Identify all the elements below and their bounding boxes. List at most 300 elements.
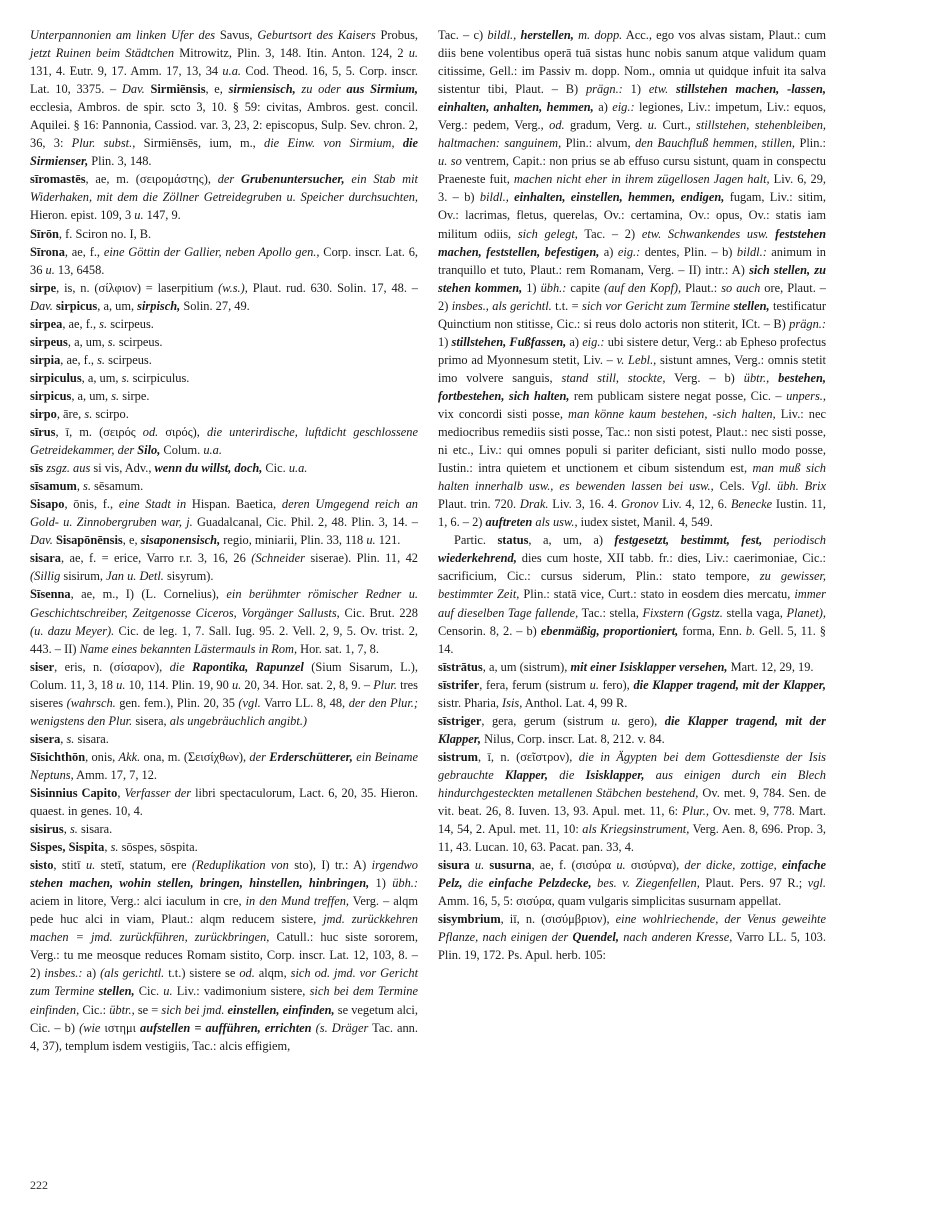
entry-text: Mart. 12, 29, 19. (727, 659, 814, 674)
lemma: sirpicus (30, 388, 72, 403)
translation: auftreten (485, 515, 533, 530)
entry-text: Plin. 3, 148. (88, 154, 152, 169)
entry-text: scirpiculus. (129, 370, 190, 385)
entry-text: stetī, statum, ere (95, 858, 192, 873)
italic-text: Dav. (121, 82, 145, 97)
entry-text: Catull.: huc siste sororem, Verg.: tu me meosque reduces Romam sistito, Corp. inscr. Lat. 12, 103, 8. – 2) (30, 930, 419, 981)
italic-text: übtr., (109, 1002, 135, 1017)
dictionary-entry (30, 838, 418, 856)
entry-text: gradum, Verg. (564, 118, 648, 133)
page-number: 222 (30, 1178, 48, 1192)
entry-text: Plin.: statā vice, Curt.: stato in eosdem dies mercatu, (519, 587, 795, 602)
entry-text: Tac. ann. 4, 37), templum isdem vestigiis, Tac.: alcis effigiem, (30, 1020, 418, 1053)
entry-text: Verg. – alqm pede huc alci in viam, Plaut.: alqm reducem sistere, (30, 894, 418, 927)
entry-text: 1) (622, 82, 649, 97)
italic-text: Planet), (786, 605, 827, 620)
entry-text (668, 82, 676, 96)
lemma: sisara (30, 551, 61, 566)
entry-text: Hieron. epist. 109, 3 (30, 208, 135, 223)
entry-text: tres siseres (30, 677, 419, 710)
entry-text: Savus, (215, 28, 258, 42)
entry-text: legiones, Liv.: impetum, Liv.: equos, Verg.: pedem, Verg., (438, 100, 826, 133)
entry-text: , ae, m. (σειρομάστης), (85, 172, 218, 187)
dictionary-entry (30, 387, 418, 405)
italic-text: s. (111, 388, 120, 403)
translation: stellen, (98, 984, 135, 999)
entry-text: a) (599, 244, 618, 259)
italic-text: (Sillig (30, 569, 61, 584)
entry-text: Plin.: (795, 136, 826, 151)
italic-text: in den Mund treffen, (245, 894, 349, 909)
entry-text: sistunt amnes, Verg.: omnis stetit imo volvere sanguis, (438, 352, 827, 385)
italic-text: jetzt Ruinen beim Städtchen (30, 46, 175, 61)
entry-text: , (60, 731, 67, 746)
lemma: sisura (438, 858, 470, 873)
entry-text: a) (566, 334, 583, 349)
lemma: sīstriger (438, 713, 482, 728)
entry-text: , āre, (56, 406, 85, 421)
italic-text: s. (107, 334, 116, 349)
italic-text: so auch (721, 280, 761, 295)
italic-text: die (559, 767, 575, 782)
italic-text: der dicke, zottige, (684, 858, 777, 873)
lemma: sisera (30, 731, 61, 746)
entry-text: Solin. 27, 49. (180, 298, 250, 313)
translation: mit einer Isisklapper versehen, (570, 659, 728, 674)
lemma: sirpiculus (30, 370, 82, 385)
translation: Erderschütterer, (269, 749, 353, 764)
translation: sisaponensisch, (140, 533, 221, 548)
italic-text: die (467, 876, 484, 891)
translation: einhalten, einstellen, hemmen, endigen, (514, 190, 725, 205)
italic-text: sich vor Gericht zum Termine (582, 298, 731, 313)
italic-text: übh.: (392, 876, 418, 891)
entry-text: Plaut. Pers. 97 R.; (699, 876, 808, 891)
entry-text: Cic. (262, 461, 289, 476)
italic-text: die Einw. von Sirmium, (264, 136, 395, 151)
italic-text: machen nicht eher in ihrem zügellosen Jagen halt, (513, 172, 770, 187)
entry-text: dies cum hoste, XII tabb. fr.: dies, Liv.: caerimoniae, Cic.: sacrificium, Cic.: cursus siderum, Plin.: stato tempore, (438, 551, 826, 584)
translation: die Klapper tragend, mit der Klapper, (438, 713, 826, 746)
italic-text: nach anderen Kresse, (623, 930, 733, 945)
entry-text: Tac. – 2) (577, 226, 642, 241)
italic-text: übtr., (743, 370, 770, 385)
entry-text: Plin.: alvum, (561, 136, 636, 151)
entry-text: forma, Enn. (678, 623, 746, 638)
translation: Klapper, (504, 767, 548, 782)
entry-text: sistr. Pharia, (438, 695, 503, 710)
entry-text: Liv.: nec mediocribus remediis sisti posse, Tac.: non sisti potest, Plaut.: nec sisti posse, ni etc., Liv.: qui omnes populi si pariter deficiant, sisti nullo modo posse, Iustin.: intra quietem et unctionem et cibum sistendum est, (438, 406, 826, 476)
dictionary-entry (30, 369, 418, 387)
entry-text: Ov. met. 9, 784. Sen. de vit. beat. 26, 8. Iuven. 13, 93. Apul. met. 11, 6: (438, 785, 826, 819)
entry-text: Verg. Aen. 8, 696. Prop. 3, 11, 43. Lucan. 10, 63. Pacat. pan. 33, 4. (438, 822, 826, 855)
dictionary-entry (30, 423, 418, 459)
italic-text: Gronov (620, 497, 659, 512)
italic-text: u. (231, 677, 242, 692)
dictionary-entry (30, 784, 418, 820)
entry-text: sto), I) tr.: A) (288, 858, 372, 873)
italic-text: sich od. jmd. vor Gericht zum Termine (30, 966, 419, 999)
lemma: susurna (489, 858, 532, 873)
entry-text: Varro LL. 8, 48, (260, 695, 349, 710)
entry-text: sisara. (74, 731, 109, 746)
italic-text: als usw., (535, 515, 578, 530)
lemma: sirpeus (30, 334, 68, 349)
entry-text: , ae, f. (σισύρα (531, 858, 617, 873)
entry-text (574, 768, 585, 782)
translation: stillstehen machen, -lassen, einhalten, anhalten, hemmen, (438, 82, 826, 115)
dictionary-entry (30, 748, 418, 784)
entry-text: Tac. – c) (438, 28, 488, 42)
lemma: Sirmiēnsis (150, 82, 206, 97)
entry-text: Acc., ego vos alvas sistam, Plaut.: cum diis bene volentibus operā tuā sistas hunc nobis sanum atque validum quam citissime, Gell.: im Passiv m. dopp. Nom., omnia ut quidque infuit ita salva sistentur tibi, Plaut. – B) (438, 28, 826, 97)
entry-text: , (104, 840, 111, 855)
italic-text: u. (589, 677, 599, 692)
entry-text: sōspes, sōspita. (118, 840, 198, 855)
lemma: Sisapo (30, 497, 65, 512)
italic-text: u. (616, 858, 626, 873)
italic-text: u. (366, 533, 376, 548)
entry-text: Hor. sat. 1, 7, 8. (297, 641, 379, 656)
dictionary-entry (30, 170, 418, 224)
italic-text: bildl.: (736, 244, 767, 259)
entry-text: , a, um, a) (528, 533, 615, 548)
italic-text: (auf den Kopf), (603, 280, 682, 295)
entry-text: 20, 34. Hor. sat. 2, 8, 9. – (241, 677, 374, 692)
italic-text: Isis, (502, 695, 523, 710)
italic-text: s. (97, 352, 106, 367)
dictionary-entry (438, 748, 826, 856)
dictionary-entry (30, 549, 418, 585)
entry-text: , ae, f. = erice, Varro r.r. 3, 16, 26 (60, 551, 252, 566)
entry-text: capite (566, 280, 604, 295)
entry-text: , ōnis, f., (64, 497, 119, 512)
entry-text: gen. fem.), Plin. 20, 35 (115, 695, 239, 710)
lemma: sirpicus (55, 298, 98, 313)
entry-text: , ae, m., I) (L. Cornelius), (70, 587, 227, 602)
italic-text: b. (745, 623, 756, 638)
italic-text: u. (474, 858, 485, 873)
lemma: sirpe (30, 280, 57, 295)
italic-text: s. (84, 406, 93, 421)
entry-text: Censorin. 8, 2. – b) (438, 623, 541, 638)
italic-text: (wahrsch. (66, 695, 116, 710)
italic-text: (Reduplikation von (191, 858, 289, 873)
entry-text: Nilus, Corp. inscr. Lat. 8, 212. v. 84. (481, 731, 665, 746)
entry-text: 1) (369, 876, 393, 891)
entry-text: Liv. 4, 12, 6. (658, 497, 731, 512)
italic-text: als ungebräuchlich angibt.) (169, 713, 308, 728)
entry-text: , gera, gerum (sistrum (481, 713, 612, 728)
lemma: sīrus (30, 425, 56, 440)
dictionary-entry (438, 910, 826, 964)
italic-text: Jan u. Detl. (106, 569, 164, 584)
dictionary-entry (438, 856, 826, 910)
left-column (30, 26, 418, 1055)
entry-text: gero), (620, 713, 665, 728)
entry-text: se = (134, 1002, 162, 1017)
translation: feststehen machen, feststellen, befestigen, (438, 226, 826, 259)
entry-text (395, 136, 403, 150)
dictionary-entry (438, 712, 826, 748)
entry-text: Guadalcanal, Cic. Phil. 2, 48. Plin. 3, 14. – (192, 515, 418, 530)
italic-text: die in Ägypten bei dem Gottesdienste der Isis gebrauchte (438, 749, 826, 782)
italic-text: prägn.: (789, 316, 826, 331)
entry-text: a) (593, 100, 613, 115)
translation: Quendel, (572, 930, 619, 945)
italic-text: Verfasser der (124, 785, 192, 800)
translation: wenn du willst, doch, (154, 461, 263, 476)
entry-text: regio, miniarii, Plin. 33, 118 (220, 533, 367, 548)
entry-text: Amm. 17, 7, 12. (73, 767, 158, 782)
entry-text (762, 533, 773, 547)
italic-text: vgl. (807, 876, 826, 891)
italic-text: (u. dazu Meyer). (30, 623, 115, 638)
lemma: siser (30, 659, 55, 674)
lemma: Sīrōn (30, 226, 59, 241)
dictionary-entry (30, 477, 418, 495)
italic-text: Drak. (519, 497, 549, 512)
entry-text: Cic. (134, 984, 164, 999)
dictionary-entry (30, 279, 418, 315)
italic-text: Fixstern (Ggstz. (642, 605, 723, 620)
italic-text: periodisch (773, 533, 826, 548)
translation: Rapontika, Rapunzel (192, 659, 304, 674)
entry-text: Ov. met. 9, 778. Mart. 14, 54, 2. Apul. met. 11, 10: (438, 804, 827, 837)
lemma: sisymbrium (438, 912, 501, 927)
translation: herstellen, (520, 28, 574, 42)
italic-text: s. (99, 316, 108, 331)
italic-text: u. (408, 46, 418, 61)
italic-text: (s. Dräger (315, 1020, 369, 1035)
translation: stehen machen, wohin stellen, bringen, hinstellen, hinbringen, (30, 876, 370, 891)
lemma: sirpo (30, 406, 57, 421)
entry-text: t.t.) sistere se (164, 966, 240, 981)
entry-text: sisyrum). (163, 569, 214, 584)
entry-text: Sirmiēnsēs, ium, m., (135, 136, 265, 151)
entry-text: , iī, n. (σισύμβριον), (500, 912, 616, 927)
entry-text: sēsamum. (90, 479, 144, 494)
entry-text: Corp. inscr. Lat. 6, 36 (30, 244, 418, 277)
translation: stillstehen, Fußfassen, (451, 334, 567, 349)
lemma: sīstrātus (438, 659, 483, 674)
italic-text: stillstehen, stehenbleiben, haltmachen: sanguinem, (438, 118, 826, 151)
entry-text: , is, n. (σίλφιον) = laserpitium (56, 280, 219, 295)
entry-text: Curt., (657, 118, 697, 133)
translation: die Klapper tragend, mit der Klapper, (633, 677, 826, 692)
italic-text: Unterpannonien am linken Ufer des (30, 28, 216, 42)
entry-text: animum in tranquillo et tuto, Plaut.: rem Romanam, Verg. – II) intr.: A) (438, 244, 826, 277)
entry-text: rem publicam sistere negat posse, Cic. – (569, 388, 787, 403)
italic-text: s. (66, 731, 75, 746)
translation: einfache Pelz, (438, 858, 826, 891)
entry-text: ventrem, Capit.: non prius se ab effuso cursu sistunt, quam in conspectu Praeneste fuit, (438, 154, 826, 187)
entry-text: 10, 114. Plin. 19, 90 (125, 677, 232, 692)
entry-text: , e, (205, 82, 229, 97)
entry-text (769, 371, 778, 385)
entry-text: , eris, n. (σίσαρον), (54, 659, 170, 674)
italic-text: s. (83, 479, 91, 494)
entry-text: , ae, f., (62, 316, 100, 331)
entry-text: 13, 6458. (54, 262, 105, 277)
italic-text: Plur., (682, 804, 709, 819)
entry-text: sisirum, (60, 569, 107, 584)
entry-text: , stitī (53, 858, 86, 873)
italic-text: od. (142, 425, 159, 440)
dictionary-entry (438, 26, 826, 531)
entry-text: 121. (375, 533, 401, 548)
entry-text: , (76, 479, 84, 494)
entry-text: Cic.: (79, 1002, 110, 1017)
italic-text: Dav. (30, 298, 53, 313)
translation: einstellen, einfinden, (227, 1002, 335, 1017)
italic-text: ein Stab mit Widerhaken, mit dem die Zöllner Getreidegruben u. Speicher durchsuchten, (30, 172, 418, 205)
italic-text: stand still, stockte, (561, 370, 666, 385)
italic-text: den Bauchfluß hemmen, stillen, (635, 136, 796, 151)
entry-text: Cic. de leg. 1, 7. Sall. Iug. 95. 2. Vell. 2, 9, 5. Ov. trist. 2, 443. – II) (30, 623, 419, 656)
italic-text: Dav. (30, 533, 53, 548)
italic-text: Plur. (373, 677, 397, 692)
entry-text: Tac.: stella, (578, 605, 643, 620)
italic-text: (Schneider (251, 551, 305, 566)
dictionary-entry (30, 26, 418, 170)
entry-text: ιστημι (100, 1020, 141, 1035)
lemma: Sīrona (30, 244, 65, 259)
italic-text: ein berühmter römischer Redner u. Geschichtschreiber, Zeitgenosse Ciceros, Vorgänger Sallusts, (30, 587, 418, 620)
italic-text: etw. (648, 82, 669, 97)
entry-text: ore, Plaut. – 2) (438, 280, 826, 313)
italic-text: übh.: (540, 280, 567, 295)
translation: sich stellen, zu stehen kommen, (438, 262, 826, 295)
italic-text: Geburtsort des Kaisers (257, 28, 376, 42)
dictionary-entry (438, 531, 826, 657)
italic-text: irgendwo (371, 858, 418, 873)
italic-text: deren Umgegend reich an Gold- u. Zinnobergruben war, j. (30, 497, 418, 530)
entry-text: , a, um (sistrum), (482, 659, 571, 674)
dictionary-entry (30, 243, 418, 279)
entry-text (494, 768, 505, 782)
entry-text: , e, (122, 533, 141, 548)
italic-text: eine Stadt in (118, 497, 187, 512)
dictionary-entry (30, 495, 418, 549)
entry-text: , onis, (85, 749, 119, 764)
lemma: Sīsichthōn (30, 749, 86, 764)
entry-text: , ī, m. (σειρός (55, 425, 143, 440)
dictionary-entry (30, 459, 418, 477)
italic-text: u.a. (222, 64, 242, 79)
lemma: sīstrifer (438, 677, 480, 692)
entry-text: 131, 4. Eutr. 9, 17. Amm. 17, 13, 34 (30, 64, 223, 79)
italic-text: od. (549, 118, 565, 133)
entry-text: alqm, (254, 966, 291, 981)
italic-text: eine Göttin der Gallier, neben Apollo gen., (103, 244, 320, 259)
entry-text: sisera, (132, 713, 170, 728)
entry-text: scirpo. (92, 406, 129, 421)
lemma: sīromastēs (30, 172, 86, 187)
entry-text: , (63, 822, 70, 837)
entry-text: ubi sistere detur, Verg.: ab Epheso profectus primo ad Myonnesum stetit, Liv. – (438, 334, 827, 367)
dictionary-entry (30, 315, 418, 333)
entry-text: Liv.: vadimonium sistere, (172, 984, 310, 999)
lemma: sirpia (30, 352, 61, 367)
italic-text: insbes.: (44, 966, 83, 981)
entry-text: σισύρνα), (625, 858, 685, 873)
translation: Silo, (137, 443, 161, 458)
italic-text: als Kriegsinstrument, (582, 822, 690, 837)
entry-text: Cod. Theod. 16, 5, 5. Corp. inscr. Lat. 10, 3375. – (30, 64, 419, 97)
italic-text: etw. Schwankendes usw. (641, 226, 769, 241)
italic-text: bildl., (479, 190, 509, 205)
italic-text: (w.s.), (218, 280, 248, 295)
dictionary-entry (438, 658, 826, 676)
lemma: Sisapōnēnsis (55, 533, 123, 548)
entry-text: 147, 9. (143, 208, 181, 223)
entry-text: libri spectaculorum, Lact. 6, 20, 35. Hieron. quaest. in genes. 10, 4. (30, 785, 418, 819)
dictionary-entry (30, 333, 418, 351)
italic-text: od. (239, 966, 255, 981)
entry-text: a) (82, 966, 101, 981)
italic-text: zu gewisser, bestimmter Zeit, (438, 569, 827, 602)
translation: Grubenuntersucher, (241, 172, 345, 187)
italic-text: Name eines bekannten Lästermauls in Rom, (79, 641, 298, 656)
dictionary-entry (30, 730, 418, 748)
entry-text: σιρός), (158, 425, 207, 440)
entry-text: , a, um, (81, 370, 122, 385)
italic-text: bildl., (487, 28, 517, 42)
translation: einfache Pelzdecke, (488, 876, 592, 891)
dictionary-entry (438, 676, 826, 712)
italic-text: sich bei dem Termine einfinden, (30, 984, 418, 1017)
entry-text (644, 768, 655, 782)
italic-text: man muß sich halten innerhalb usw., es bewenden lassen bei usw., (438, 461, 826, 494)
entry-text: siserae). Plin. 11, 42 (304, 551, 418, 566)
lemma: sisirus (30, 822, 64, 837)
italic-text: Benecke (730, 497, 773, 512)
entry-text: Partic. (454, 533, 498, 548)
italic-text: unpers., (786, 388, 826, 403)
lemma: sirpea (30, 316, 63, 331)
entry-text: sisara. (77, 822, 113, 837)
entry-text: , (117, 785, 125, 800)
italic-text: die unterirdische, luftdicht geschlossene Getreidekammer, der (30, 425, 418, 458)
entry-text: aciem in litore, Verg.: alci iaculum in cre, (30, 894, 246, 909)
lemma: sistrum (438, 749, 478, 764)
entry-text: Plaut. rud. 630. Solin. 17, 48. – (247, 280, 418, 295)
entry-text: , a, um, (67, 334, 108, 349)
entry-text: Plaut.: (681, 280, 722, 295)
entry-text: t.t. = (551, 298, 583, 313)
dictionary-entry (30, 820, 418, 838)
dictionary-entry (30, 225, 418, 243)
entry-text: se vegetum alci, Cic. – b) (30, 1002, 418, 1035)
translation: wiederkehrend, (438, 551, 517, 566)
italic-text: Vgl. übh. Brix (750, 479, 826, 494)
entry-text: Hispan. Baetica, (186, 497, 282, 512)
italic-text: zsgz. aus (46, 461, 91, 476)
entry-text: 1) (522, 280, 541, 295)
entry-text: Mitrowitz, Plin. 3, 148. Itin. Anton. 124, 2 (174, 46, 409, 61)
italic-text: der den Plur.; wenigstens den Plur. (30, 695, 419, 728)
translation: die Sirmienser, (30, 136, 418, 169)
entry-text: , ae, f., (64, 244, 104, 259)
dictionary-entry (30, 585, 418, 657)
dictionary-entry (30, 856, 418, 1055)
entry-text: fero), (598, 677, 634, 692)
italic-text: der (217, 172, 235, 187)
italic-text: (wie (79, 1020, 101, 1035)
italic-text: u. (85, 858, 96, 873)
italic-text: Plur. subst., (71, 136, 136, 151)
